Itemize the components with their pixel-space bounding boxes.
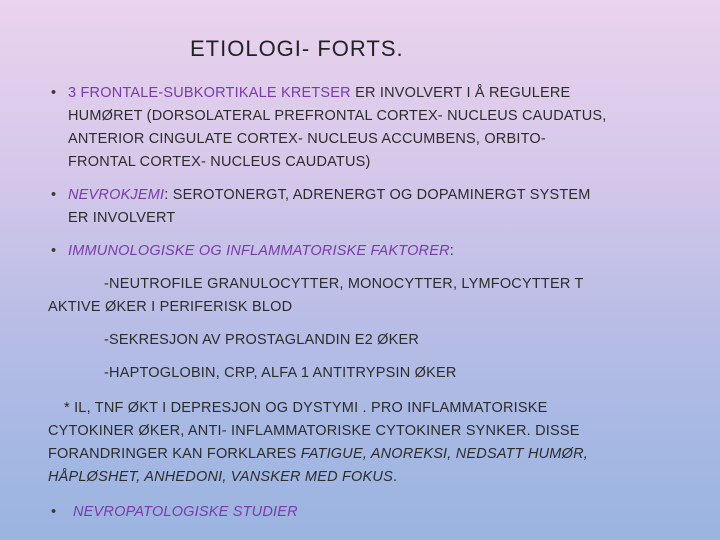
bullet-body-text: ER INVOLVERT I Å REGULERE HUMØRET (DORSOLATERAL PREFRONTAL CORTEX- NUCLEUS CAUDATUS, ANTERIOR CINGULATE CORTEX- NUCLEUS ACCUMBENS, ORBITO-FRONTAL CORTEX- NUCLEUS CAUDATUS) (68, 85, 607, 170)
bullet-body-text: : SEROTONERGT, ADRENERGT OG DOPAMINERGT SYSTEM ER INVOLVERT (68, 187, 591, 226)
sub-item-text: -NEUTROFILE GRANULOCYTTER, MONOCYTTER, LYMFOCYTTER T AKTIVE ØKER I PERIFERISK BLOD (48, 276, 584, 315)
slide-body (48, 82, 608, 534)
sub-item-neutrophils (48, 273, 608, 319)
bullet-lead-text: NEVROKJEMI (68, 187, 165, 203)
bullet-body-text: : (449, 243, 454, 259)
bullet-dot-icon: • (51, 187, 57, 203)
note-text: * IL, TNF ØKT I DEPRESJON OG DYSTYMI . PRO INFLAMMATORISKE CYTOKINER ØKER, ANTI- INFLAMMATORISKE CYTOKINER SYNKER. DISSE FORANDRINGER KAN FORKLARES (48, 400, 580, 462)
slide-title: ETIOLOGI- FORTS. (190, 36, 404, 61)
bullet-neurochemistry (48, 184, 608, 230)
bullet-dot-icon: • (51, 243, 57, 259)
sub-item-prostaglandin (48, 329, 608, 352)
bullet-lead-text: IMMUNOLOGISKE OG INFLAMMATORISKE FAKTORER (68, 243, 450, 259)
sub-item-haptoglobin (48, 362, 608, 385)
note-end-text: . (392, 469, 398, 485)
bullet-lead-text: 3 FRONTALE-SUBKORTIKALE KRETSER (68, 85, 351, 101)
bullet-frontal-circuits (48, 82, 608, 174)
bullet-lead-text: NEVROPATOLOGISKE STUDIER (73, 504, 298, 520)
bullet-immunology (48, 240, 608, 263)
sub-item-text: -SEKRESJON AV PROSTAGLANDIN E2 ØKER (104, 332, 420, 348)
note-italic-text: FATIGUE, ANOREKSI, NEDSATT HUMØR, HÅPLØSHET, ANHEDONI, VANSKER MED FOKUS (48, 446, 588, 485)
bullet-neuropathology (48, 501, 608, 524)
bullet-dot-icon: • (51, 504, 57, 520)
bullet-dot-icon: • (51, 85, 57, 101)
sub-item-text: -HAPTOGLOBIN, CRP, ALFA 1 ANTITRYPSIN ØKER (104, 365, 457, 381)
cytokine-note (48, 397, 608, 489)
